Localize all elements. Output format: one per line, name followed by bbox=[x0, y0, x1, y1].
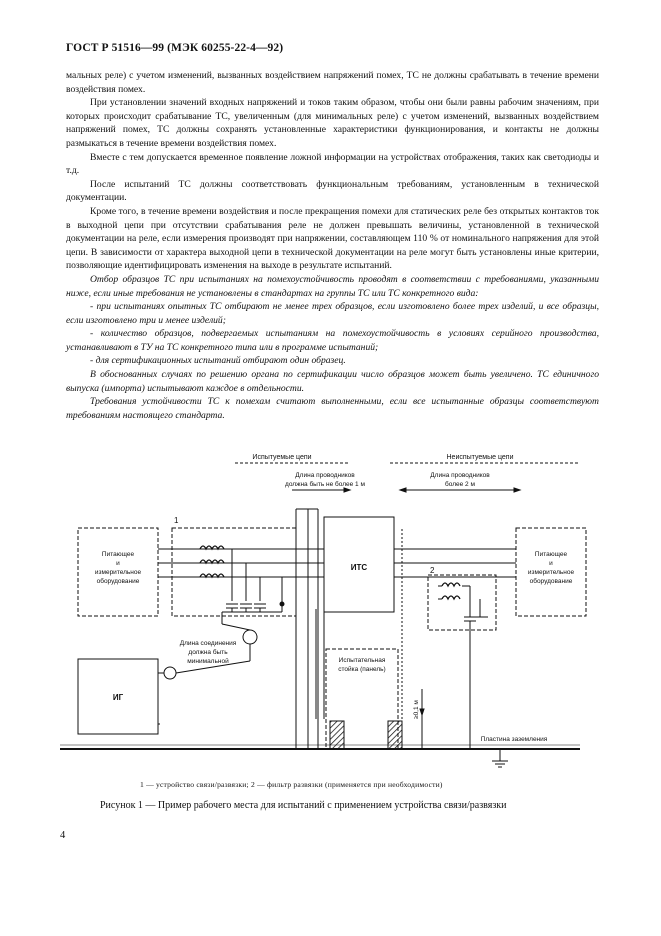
ground-plate-label: Пластина заземления bbox=[480, 736, 548, 743]
svg-text:и: и bbox=[549, 560, 553, 567]
paragraph: Вместе с тем допускается временное появление ложной информации на устройствах отображения, таких как светодиоды и т.д. bbox=[66, 151, 599, 177]
paragraph: После испытаний ТС должны соответствовать функциональным требованиям, установленным в технической документации. bbox=[66, 178, 599, 204]
test-setup-diagram bbox=[60, 449, 600, 779]
decoupling-filter-box bbox=[428, 575, 496, 630]
svg-text:Испытательная: Испытательная bbox=[338, 657, 386, 664]
paragraph: Требования устойчивости ТС к помехам считают выполненными, если все испытанные образцы соответствуют требованиям настоящего стандарта. bbox=[66, 396, 599, 421]
coupling-device-box bbox=[172, 528, 296, 616]
body-text bbox=[66, 69, 599, 422]
svg-text:Длина соединения: Длина соединения bbox=[179, 640, 237, 647]
svg-text:Питающее: Питающее bbox=[101, 551, 135, 558]
list-item: - для сертификационных испытаний отбирают один образец. bbox=[90, 355, 346, 367]
svg-text:оборудование: оборудование bbox=[96, 578, 140, 585]
length-label-2b: более 2 м bbox=[445, 481, 475, 488]
height-label: ≥0,1 м bbox=[413, 700, 420, 719]
coupling-device-number: 1 bbox=[174, 516, 179, 525]
svg-text:Питающее: Питающее bbox=[534, 551, 568, 558]
paragraph: мальных реле) с учетом изменений, вызванных воздействием напряжений помех, ТС не должны срабатывать в течение времени воздействия помех. bbox=[66, 70, 599, 95]
tested-circuits-label: Испытуемые цепи bbox=[252, 454, 312, 461]
paragraph: Кроме того, в течение времени воздействия и после прекращения помехи для статических реле без открытых контактов ток в выходной цепи при отсутствии срабатывания реле не должен превышать величины, установленной в технической документации на реле, если измерения производят при напряжении, составляющем 110 % от номинального напряжения для этой цепи. В зависимости от характера выходной цепи в технической документации на реле могут быть установлены иные критерии, позволяющие идентифицировать изменения на выходе в результате испытаний. bbox=[66, 205, 599, 272]
sampling-paragraph: Отбор образцов ТС при испытаниях на помехоустойчивость проводят в соответствии с требованиями, указанными ниже, если иные требования не установлены в стандартах на группы ТС или ТС конкретного вида: bbox=[66, 273, 599, 299]
paragraph: В обоснованных случаях по решению органа по сертификации число образцов может быть увеличено. ТС единичного выпуска (импорта) испытывают каждое в отдельности. bbox=[66, 369, 599, 394]
svg-text:минимальной: минимальной bbox=[187, 658, 229, 665]
paragraph: При установлении значений входных напряжений и токов таким образом, чтобы они были равны рабочим значениям, при которых происходит срабатывание ТС, увеличенным (для минимальных реле) с учетом изменений, вызванных воздействием напряжений помех, ТС должны сохранять установленные характеристики функционирования, и контакты не должны размыкаться в течение времени воздействия помех. bbox=[66, 97, 599, 149]
page-number: 4 bbox=[60, 830, 66, 841]
svg-text:должна быть: должна быть bbox=[188, 649, 228, 656]
length-label-2: Длина проводников bbox=[430, 472, 490, 479]
device-under-test-label: ИТС bbox=[350, 563, 368, 572]
impulse-generator-label: ИГ bbox=[112, 693, 124, 702]
svg-text:стойка (панель): стойка (панель) bbox=[338, 666, 386, 673]
figure-legend: 1 — устройство связи/развязки; 2 — фильтр развязки (применяется при необходимости) bbox=[140, 780, 443, 789]
figure-caption: Рисунок 1 — Пример рабочего места для испытаний с применением устройства связи/развязки bbox=[100, 800, 507, 811]
svg-text:и: и bbox=[116, 560, 120, 567]
untested-circuits-label: Неиспытуемые цепи bbox=[446, 454, 514, 461]
document-header: ГОСТ Р 51516—99 (МЭК 60255-22-4—92) bbox=[66, 42, 284, 54]
filter-number: 2 bbox=[430, 566, 435, 575]
list-item: - количество образцов, подвергаемых испытаниям на помехоустойчивость в условиях серийного производства, устанавливают в ТУ на ТС конкретного типа или в программе испытаний; bbox=[66, 328, 599, 353]
svg-text:измерительное: измерительное bbox=[94, 569, 142, 576]
length-label-1: Длина проводников bbox=[295, 472, 355, 479]
list-item: - при испытаниях опытных ТС отбирают не менее трех образцов, если изготовлено более трех изделий, и все образцы, если изготовлено три и менее изделий; bbox=[66, 301, 599, 326]
length-label-1b: должна быть не более 1 м bbox=[285, 481, 365, 488]
svg-text:измерительное: измерительное bbox=[527, 569, 575, 576]
svg-text:оборудование: оборудование bbox=[529, 578, 573, 585]
